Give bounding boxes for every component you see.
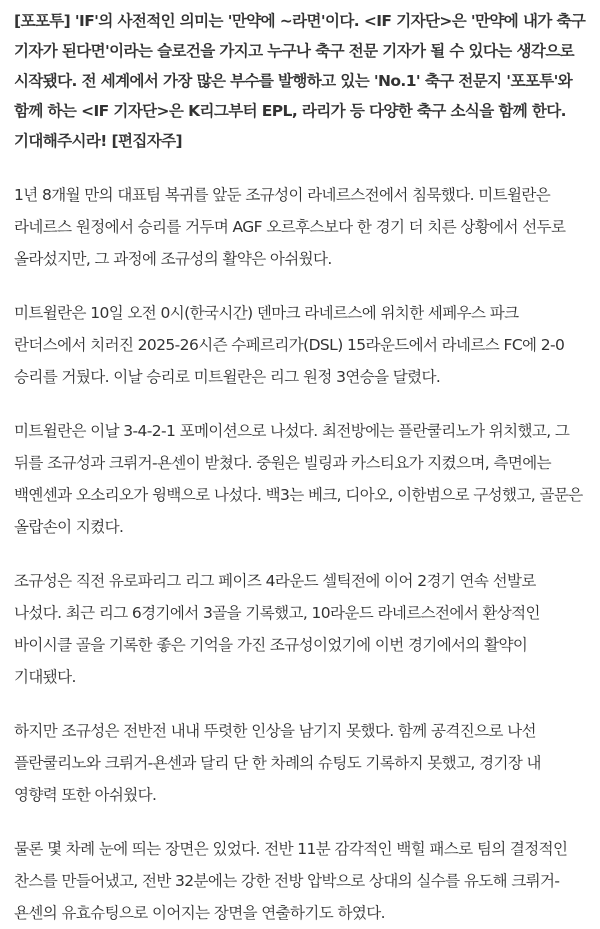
editor-note: [포포투] 'IF'의 사전적인 의미는 '만약에 ~라면'이다. <IF 기자단>은 '만약에 내가 축구 기자가 된다면'이라는 슬로건을 가지고 누구나 축구 전문 기자가 될 수 있다는 생각으로 시작됐다. 전 세계에서 가장 많은 부수를 발행하고 있는 'No.1' 축구 전문지 '포포투'와 함께 하는 <IF 기자단>은 K리그부터 EPL, 라리가 등 다양한 축구 소식을 함께 한다. 기대해주시라! [편집자주] — [14, 12, 586, 150]
article-paragraph-2: 미트윌란은 10일 오전 0시(한국시간) 덴마크 라네르스에 위치한 세페우스 파크 란더스에서 치러진 2025-26시즌 수페르리가(DSL) 15라운드에서 라네르스 FC에 2-0 승리를 거뒀다. 이날 승리로 미트윌란은 리그 원정 3연승을 달렸다. — [14, 304, 565, 386]
article-paragraph-1: 1년 8개월 만의 대표팀 복귀를 앞둔 조규성이 라네르스전에서 침묵했다. 미트윌란은 라네르스 원정에서 승리를 거두며 AGF 오르후스보다 한 경기 더 치른 상황에서 선두로 올라섰지만, 그 과정에 조규성의 활약은 아쉬웠다. — [14, 186, 566, 268]
article-paragraph-5: 하지만 조규성은 전반전 내내 뚜렷한 인상을 남기지 못했다. 함께 공격진으로 나선 플란쿨리노와 크뤼거-욘센과 달리 단 한 차례의 슈팅도 기록하지 못했고, 경기장 내 영향력 또한 아쉬웠다. — [14, 722, 541, 804]
article-paragraph-4: 조규성은 직전 유로파리그 리그 페이즈 4라운드 셀틱전에 이어 2경기 연속 선발로 나섰다. 최근 리그 6경기에서 3골을 기록했고, 10라운드 라네르스전에서 환상적인 바이시클 골을 기록한 좋은 기억을 가진 조규성이었기에 이번 경기에서의 활약이 기대됐다. — [14, 572, 540, 686]
article-paragraph-6: 물론 몇 차례 눈에 띄는 장면은 있었다. 전반 11분 감각적인 백힐 패스로 팀의 결정적인 찬스를 만들어냈고, 전반 32분에는 강한 전방 압박으로 상대의 실수를 유도해 크뤼거-욘센의 유효슈팅으로 이어지는 장면을 연출하기도 하였다. — [14, 840, 568, 922]
article-paragraph-3: 미트윌란은 이날 3-4-2-1 포메이션으로 나섰다. 최전방에는 플란쿨리노가 위치했고, 그 뒤를 조규성과 크뤼거-욘센이 받쳤다. 중원은 빌링과 카스티요가 지켰으며, 측면에는 백옌센과 오소리오가 윙백으로 나섰다. 백3는 베크, 디아오, 이한범으로 구성했고, 골문은 올랍손이 지켰다. — [14, 422, 583, 536]
